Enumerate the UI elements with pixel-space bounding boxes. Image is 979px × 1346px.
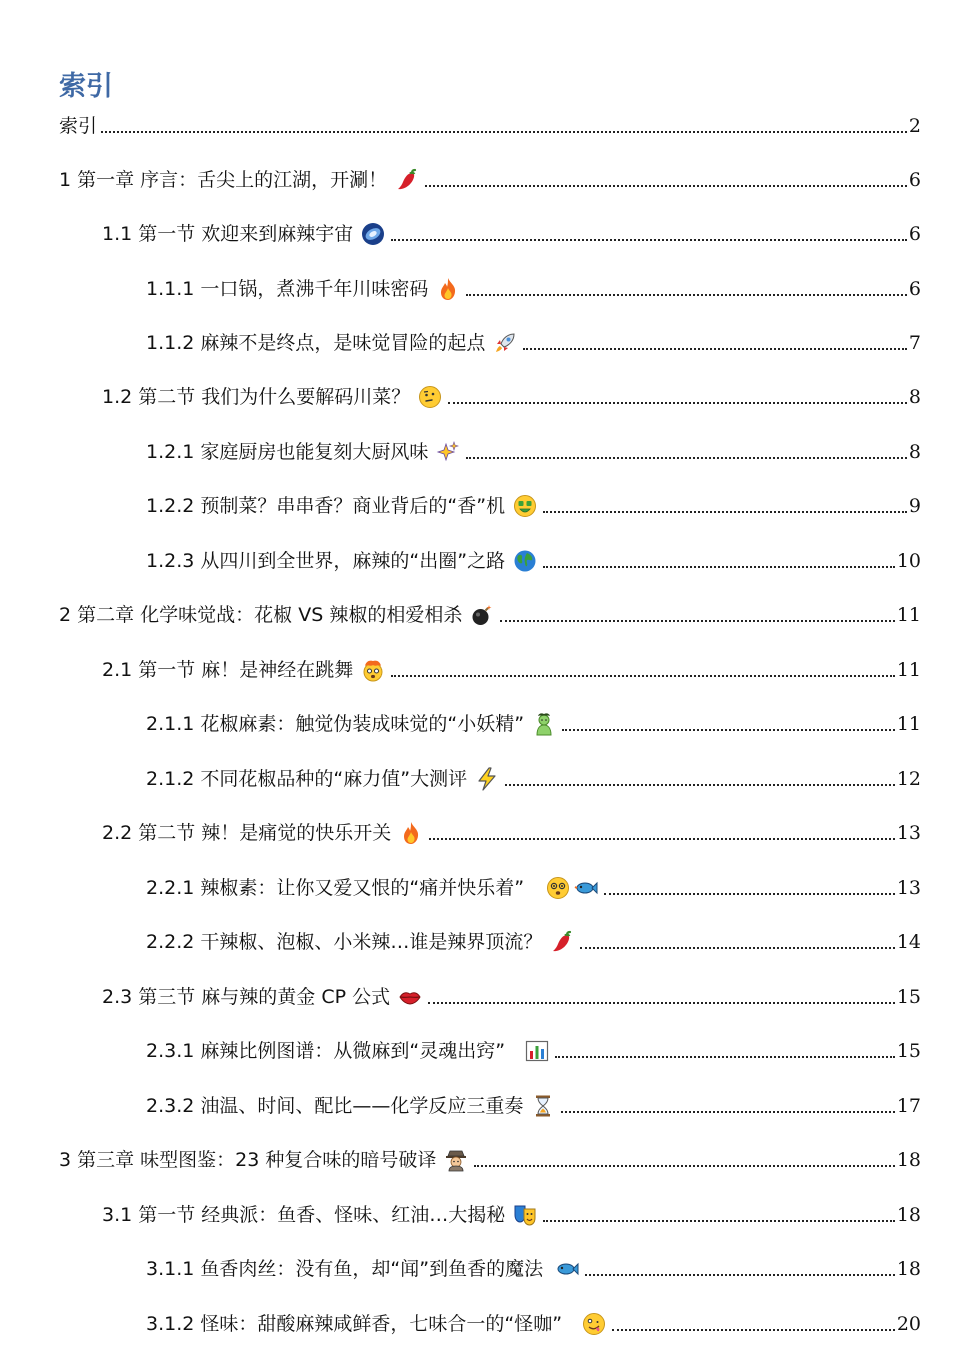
dot-leader	[562, 729, 895, 731]
toc-entry-title: 第三章 味型图鉴：23 种复合味的暗号破译	[77, 1149, 437, 1171]
toc-entry-1-1-2[interactable]	[146, 325, 921, 355]
toc-entry-3-1-1[interactable]	[146, 1251, 921, 1281]
dot-leader	[448, 402, 907, 404]
fish-icon	[574, 876, 598, 900]
dot-leader	[425, 185, 907, 187]
dot-leader	[474, 1165, 894, 1167]
toc-entry-page: 10	[896, 550, 921, 572]
toc-entry-1-1[interactable]	[102, 216, 921, 246]
toc-entry-number: 1.2	[102, 386, 139, 408]
toc-entry-number: 3	[59, 1149, 78, 1171]
dot-leader	[505, 784, 895, 786]
toc-entry-index[interactable]	[59, 108, 921, 138]
dot-leader	[101, 131, 907, 133]
toc-entry-title: 干辣椒、泡椒、小米辣…谁是辣界顶流？	[200, 931, 543, 953]
dot-leader	[466, 294, 907, 296]
dot-leader	[500, 620, 894, 622]
toc-entry-title: 麻辣不是终点，是味觉冒险的起点	[200, 332, 486, 354]
galaxy-icon	[361, 222, 385, 246]
toc-entry-1-1-1[interactable]	[146, 271, 921, 301]
dot-leader	[561, 1111, 894, 1113]
toc-entry-title: 第二节 我们为什么要解码川菜？	[138, 386, 411, 408]
dot-leader	[391, 675, 895, 677]
dot-leader	[429, 838, 895, 840]
toc-entry-page: 13	[896, 877, 921, 899]
dot-leader	[585, 1274, 895, 1276]
toc-entry-2-1-2[interactable]	[146, 761, 921, 791]
toc-entry-title: 家庭厨房也能复刻大厨风味	[200, 441, 429, 463]
toc-entry-page: 17	[896, 1095, 921, 1117]
dot-leader	[543, 1220, 895, 1222]
sparkles-icon	[436, 440, 460, 464]
toc-entry-page: 11	[896, 713, 921, 735]
toc-entry-number: 1	[59, 169, 78, 191]
detective-icon	[444, 1148, 468, 1172]
toc-entry-title: 第一节 麻！是神经在跳舞	[138, 659, 354, 681]
toc-entry-3-1[interactable]	[102, 1197, 921, 1227]
dot-leader	[391, 239, 907, 241]
toc-entry-title: 辣椒素：让你又爱又恨的“痛并快乐着”	[200, 877, 525, 899]
toc-entry-number: 2.2.1	[146, 877, 201, 899]
toc-entry-page: 6	[908, 169, 921, 191]
toc-entry-page: 12	[896, 768, 921, 790]
lightning-icon	[475, 767, 499, 791]
toc-entry-1-2-2[interactable]	[146, 488, 921, 518]
toc-entry-number: 3.1.2	[146, 1313, 201, 1335]
globe-icon	[513, 549, 537, 573]
toc-entry-title: 第二节 辣！是痛觉的快乐开关	[138, 822, 392, 844]
fire-icon	[399, 821, 423, 845]
toc-entry-page: 18	[896, 1149, 921, 1171]
toc-entry-page: 9	[908, 495, 921, 517]
chili-pepper-icon	[550, 930, 574, 954]
toc-entry-page: 6	[908, 223, 921, 245]
toc-entry-page: 14	[896, 931, 921, 953]
toc-entry-number: 1.1	[102, 223, 139, 245]
toc-entry-number: 2.1.2	[146, 768, 201, 790]
toc-entry-2-3[interactable]	[102, 979, 921, 1009]
toc-entry-page: 8	[908, 441, 921, 463]
toc-entry-number: 2.1.1	[146, 713, 201, 735]
exploding-head-icon	[361, 658, 385, 682]
toc-entry-number: 2.2.2	[146, 931, 201, 953]
dot-leader	[580, 947, 894, 949]
toc-entry-number: 2.2	[102, 822, 139, 844]
toc-entry-page: 7	[908, 332, 921, 354]
toc-entry-title: 花椒麻素：触觉伪装成味觉的“小妖精”	[200, 713, 525, 735]
toc-entry-title: 第二章 化学味觉战：花椒 VS 辣椒的相爱相杀	[77, 604, 463, 626]
toc-entry-page: 11	[896, 604, 921, 626]
toc-entry-number: 1.2.2	[146, 495, 201, 517]
toc-entry-title: 鱼香肉丝：没有鱼，却“闻”到鱼香的魔法	[200, 1258, 544, 1280]
dot-leader	[612, 1329, 895, 1331]
toc-heading: 索引	[59, 71, 113, 102]
toc-entry-number: 3.1	[102, 1204, 139, 1226]
toc-entry-title: 从四川到全世界，麻辣的“出圈”之路	[200, 550, 506, 572]
hourglass-icon	[531, 1094, 555, 1118]
toc-entry-title: 一口锅，煮沸千年川味密码	[200, 278, 429, 300]
toc-entry-title: 不同花椒品种的“麻力值”大测评	[200, 768, 468, 790]
toc-entry-number: 3.1.1	[146, 1258, 201, 1280]
toc-entry-page: 18	[896, 1258, 921, 1280]
toc-entry-1[interactable]	[59, 162, 921, 192]
toc-entry-page: 13	[896, 822, 921, 844]
toc-entry-number: 2	[59, 604, 78, 626]
money-face-icon	[513, 494, 537, 518]
thinking-face-icon	[418, 385, 442, 409]
toc-entry-1-2-3[interactable]	[146, 543, 921, 573]
theater-masks-icon	[513, 1203, 537, 1227]
toc-entry-page: 15	[896, 1040, 921, 1062]
dot-leader	[543, 566, 895, 568]
rocket-icon	[493, 331, 517, 355]
toc-entry-2-3-1[interactable]	[146, 1033, 921, 1063]
toc-entry-2-2-1[interactable]	[146, 870, 921, 900]
toc-entry-2-1[interactable]	[102, 652, 921, 682]
toc-entry-title: 第一节 经典派：鱼香、怪味、红油…大揭秘	[138, 1204, 506, 1226]
toc-entry-title: 第一章 序言：舌尖上的江湖，开涮！	[77, 169, 388, 191]
fish-icon	[555, 1257, 579, 1281]
toc-entry-title: 第三节 麻与辣的黄金 CP 公式	[138, 986, 391, 1008]
toc-entry-page: 8	[908, 386, 921, 408]
toc-entry-1-2[interactable]	[102, 379, 921, 409]
toc-entry-number: 2.3.2	[146, 1095, 201, 1117]
dizzy-face-icon	[546, 876, 570, 900]
toc-entry-3[interactable]	[59, 1142, 921, 1172]
toc-entry-title: 索引	[59, 115, 98, 137]
zany-face-icon	[582, 1312, 606, 1336]
toc-entry-title: 麻辣比例图谱：从微麻到“灵魂出窍”	[200, 1040, 506, 1062]
fire-icon	[436, 277, 460, 301]
toc-entry-2[interactable]	[59, 597, 921, 627]
toc-entry-3-1-2[interactable]	[146, 1306, 921, 1336]
toc-entry-page: 20	[896, 1313, 921, 1335]
toc-entry-2-1-1[interactable]	[146, 706, 921, 736]
dot-leader	[466, 457, 907, 459]
chili-pepper-icon	[395, 168, 419, 192]
dot-leader	[555, 1056, 895, 1058]
dot-leader	[428, 1002, 895, 1004]
toc-entry-2-2[interactable]	[102, 815, 921, 845]
toc-entry-number: 1.2.3	[146, 550, 201, 572]
toc-entry-number: 1.2.1	[146, 441, 201, 463]
toc-entry-page: 11	[896, 659, 921, 681]
toc-entry-number: 2.1	[102, 659, 139, 681]
dot-leader	[604, 893, 895, 895]
toc-entry-page: 2	[908, 115, 921, 137]
bomb-icon	[470, 603, 494, 627]
toc-entry-title: 预制菜？串串香？商业背后的“香”机	[200, 495, 506, 517]
toc-entry-page: 15	[896, 986, 921, 1008]
dot-leader	[543, 511, 907, 513]
dot-leader	[523, 348, 907, 350]
lips-icon	[398, 985, 422, 1009]
toc-entry-2-3-2[interactable]	[146, 1088, 921, 1118]
toc-entry-number: 2.3.1	[146, 1040, 201, 1062]
toc-entry-number: 1.1.1	[146, 278, 201, 300]
toc-entry-2-2-2[interactable]	[146, 924, 921, 954]
toc-entry-number: 2.3	[102, 986, 139, 1008]
toc-entry-title: 怪味：甜酸麻辣咸鲜香，七味合一的“怪咖”	[200, 1313, 563, 1335]
toc-entry-page: 6	[908, 278, 921, 300]
toc-entry-title: 油温、时间、配比——化学反应三重奏	[200, 1095, 524, 1117]
bar-chart-icon	[525, 1039, 549, 1063]
toc-entry-number: 1.1.2	[146, 332, 201, 354]
toc-entry-1-2-1[interactable]	[146, 434, 921, 464]
toc-entry-page: 18	[896, 1204, 921, 1226]
genie-icon	[532, 712, 556, 736]
toc-entry-title: 第一节 欢迎来到麻辣宇宙	[138, 223, 354, 245]
